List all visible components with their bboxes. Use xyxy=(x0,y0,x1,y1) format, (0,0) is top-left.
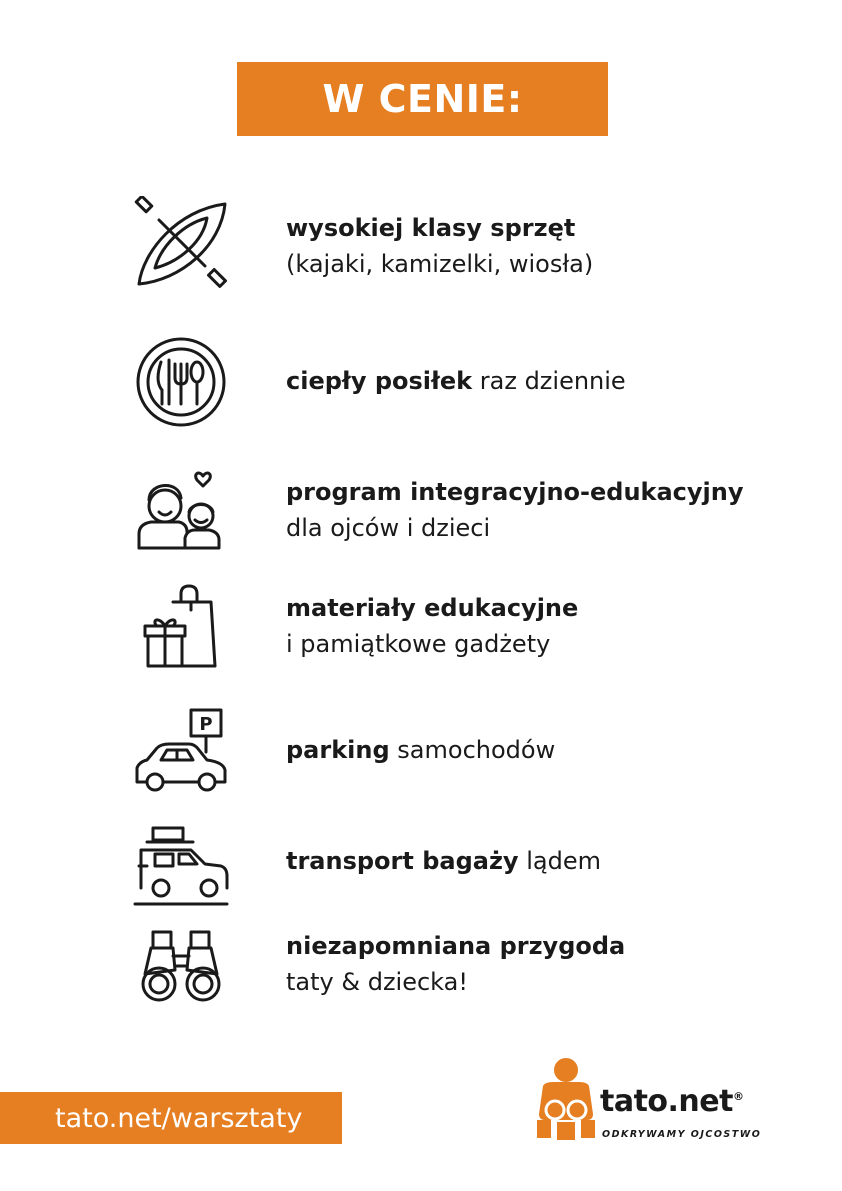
item-rest-text: lądem xyxy=(518,847,601,875)
item-rest-text: taty & dziecka! xyxy=(286,968,468,996)
header-title: W CENIE: xyxy=(322,77,523,121)
father-child-icon xyxy=(133,462,229,558)
item-bold-text: materiały edukacyjne xyxy=(286,594,579,622)
logo-registered-mark: ® xyxy=(732,1090,744,1103)
jeep-luggage-icon xyxy=(133,816,229,912)
logo-figure-icon xyxy=(533,1056,599,1146)
item-rest-text: samochodów xyxy=(389,736,556,764)
item-rest-text: raz dziennie xyxy=(472,367,626,395)
website-link-bar[interactable] xyxy=(0,1092,342,1144)
item-bold-text: wysokiej klasy sprzęt xyxy=(286,214,576,242)
item-rest-text: dla ojców i dzieci xyxy=(286,514,491,542)
car-parking-icon xyxy=(133,704,229,800)
kayak-icon xyxy=(133,196,229,292)
item-rest-text: (kajaki, kamizelki, wiosła) xyxy=(286,250,594,278)
item-bold-text: parking xyxy=(286,736,390,764)
meal-icon xyxy=(133,334,229,430)
logo-name: tato.net xyxy=(600,1084,733,1119)
website-url[interactable]: tato.net/warsztaty xyxy=(55,1102,303,1134)
logo-tagline: ODKRYWAMY OJCOSTWO xyxy=(602,1129,762,1140)
binoculars-icon xyxy=(133,922,229,1018)
header-banner xyxy=(237,62,608,136)
item-rest-text: i pamiątkowe gadżety xyxy=(286,630,551,658)
item-bold-text: transport bagaży xyxy=(286,847,519,875)
gift-bag-icon xyxy=(133,580,229,676)
svg-text:P: P xyxy=(199,714,213,735)
tato-net-logo xyxy=(533,1056,763,1146)
item-bold-text: ciepły posiłek xyxy=(286,367,473,395)
item-bold-text: niezapomniana przygoda xyxy=(286,932,626,960)
item-bold-text: program integracyjno-edukacyjny xyxy=(286,478,744,506)
